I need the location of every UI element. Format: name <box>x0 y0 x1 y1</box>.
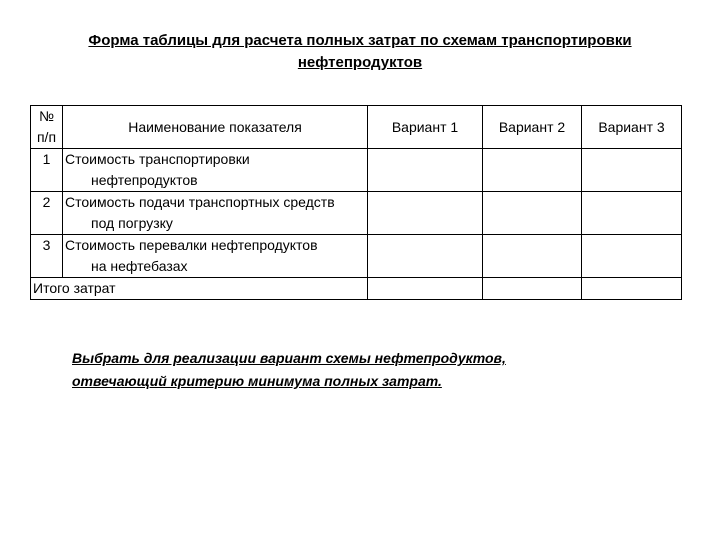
cell-variant-3 <box>582 149 682 192</box>
conclusion-note <box>72 347 506 393</box>
table-row <box>31 149 682 192</box>
row-num: 3 <box>31 235 63 278</box>
row-name <box>63 149 368 192</box>
cell-variant-2 <box>483 149 582 192</box>
note-line-1: Выбрать для реализации вариант схемы нефтепродуктов, <box>72 350 506 366</box>
table-header-row <box>31 106 682 149</box>
row-name-line1: Стоимость транспортировки <box>65 151 250 167</box>
row-num: 2 <box>31 192 63 235</box>
row-name <box>63 192 368 235</box>
total-row <box>31 278 682 300</box>
total-variant-3 <box>582 278 682 300</box>
cell-variant-3 <box>582 192 682 235</box>
cell-variant-3 <box>582 235 682 278</box>
cell-variant-2 <box>483 192 582 235</box>
title-line-2: нефтепродуктов <box>297 54 423 71</box>
total-variant-2 <box>483 278 582 300</box>
note-line-2: отвечающий критерию минимума полных затрат. <box>72 373 442 389</box>
table-row <box>31 192 682 235</box>
total-label: Итого затрат <box>31 278 368 300</box>
title-line-1: Форма таблицы для расчета полных затрат по схемам транспортировки <box>88 32 632 49</box>
row-name-line1: Стоимость подачи транспортных средств <box>65 194 335 210</box>
row-name-line2: на нефтебазах <box>91 258 188 274</box>
row-name <box>63 235 368 278</box>
row-name-line2: под погрузку <box>91 215 173 231</box>
row-name-line1: Стоимость перевалки нефтепродуктов <box>65 237 318 253</box>
row-name-line2: нефтепродуктов <box>91 172 198 188</box>
header-name: Наименование показателя <box>63 106 368 149</box>
header-variant-3: Вариант 3 <box>582 106 682 149</box>
cost-table <box>30 105 682 300</box>
row-num: 1 <box>31 149 63 192</box>
header-num: № п/п <box>31 106 63 149</box>
total-variant-1 <box>368 278 483 300</box>
header-variant-2: Вариант 2 <box>483 106 582 149</box>
header-variant-1: Вариант 1 <box>368 106 483 149</box>
cell-variant-1 <box>368 149 483 192</box>
cell-variant-1 <box>368 235 483 278</box>
cell-variant-1 <box>368 192 483 235</box>
page-title <box>20 30 700 74</box>
cell-variant-2 <box>483 235 582 278</box>
table-row <box>31 235 682 278</box>
